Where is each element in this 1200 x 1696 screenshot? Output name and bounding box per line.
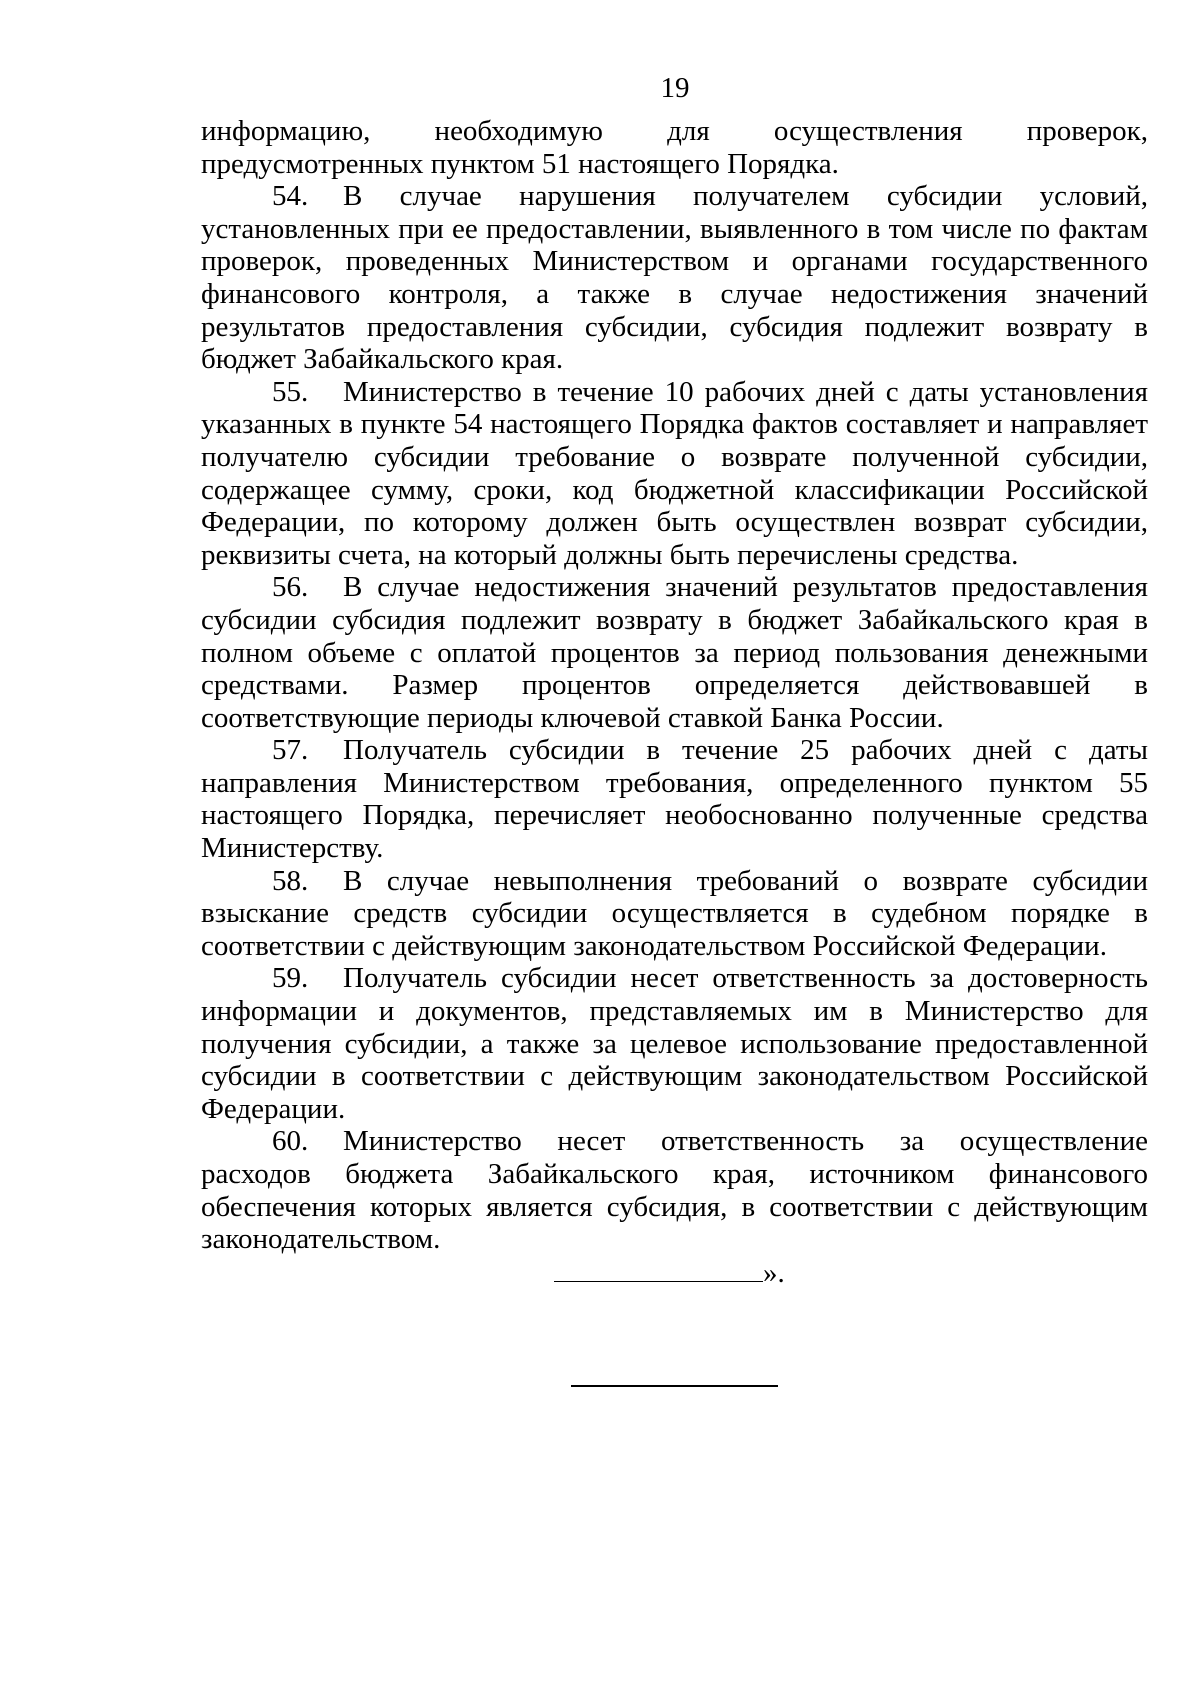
paragraph-number: 54.: [272, 180, 309, 213]
closing-line: [554, 1257, 785, 1289]
closing-underline: [554, 1257, 763, 1282]
paragraph-text: Получатель субсидии в течение 25 рабочих дней с даты направления Министерством требования, определенного пунктом 55 настоящего Порядка, перечисляет необоснованно полученные средства Министерству.: [201, 734, 1148, 865]
paragraph-text: Министерство в течение 10 рабочих дней с даты установления указанных в пункте 54 настоящего Порядка фактов составляет и направляет получателю субсидии требование о возврате полученной субсидии, содержащее сумму, сроки, код бюджетной классификации Российской Федерации, по которому должен быть осуществлен возврат субсидии, реквизиты счета, на который должны быть перечислены средства.: [201, 375, 1148, 571]
paragraph-55: [201, 376, 1148, 572]
paragraph-number: 55.: [272, 375, 309, 408]
paragraph-text: В случае недостижения значений результатов предоставления субсидии субсидия подлежит возврату в бюджет Забайкальского края в полном объеме с оплатой процентов за период пользования денежными средствами. Размер процентов определяется действовавшей в соответствующие периоды ключевой ставкой Банка России.: [201, 571, 1148, 734]
paragraph-56: [201, 571, 1148, 734]
paragraph-text: Министерство несет ответственность за осуществление расходов бюджета Забайкальского края, источником финансового обеспечения которых является субсидия, в соответствии с действующим законодательством.: [201, 1125, 1148, 1256]
paragraph-number: 57.: [272, 734, 309, 767]
paragraph-59: [201, 962, 1148, 1125]
paragraph-number: 59.: [272, 962, 309, 995]
paragraph-58: [201, 865, 1148, 963]
closing-quote-mark: ».: [763, 1257, 785, 1289]
paragraph-number: 58.: [272, 864, 309, 897]
paragraph-number: 56.: [272, 571, 309, 604]
document-body: [201, 115, 1148, 1256]
intro-paragraph: информацию, необходимую для осуществления проверок, предусмотренных пунктом 51 настоящего Порядка.: [201, 115, 1148, 180]
paragraph-text: В случае нарушения получателем субсидии условий, установленных при ее предоставлении, выявленного в том числе по фактам проверок, проведенных Министерством и органами государственного финансового контроля, а также в случае недостижения значений результатов предоставления субсидии, субсидия подлежит возврату в бюджет Забайкальского края.: [201, 180, 1148, 376]
page-number: 19: [660, 72, 690, 104]
paragraph-number: 60.: [272, 1125, 309, 1158]
paragraph-54: [201, 180, 1148, 376]
paragraph-60: [201, 1125, 1148, 1255]
end-of-document-rule: [571, 1385, 778, 1387]
paragraph-text: В случае невыполнения требований о возврате субсидии взыскание средств субсидии осуществляется в судебном порядке в соответствии с действующим законодательством Российской Федерации.: [201, 864, 1148, 962]
paragraph-text: Получатель субсидии несет ответственность за достоверность информации и документов, представляемых им в Министерство для получения субсидии, а также за целевое использование предоставленной субсидии в соответствии с действующим законодательством Российской Федерации.: [201, 962, 1148, 1125]
paragraph-57: [201, 734, 1148, 864]
